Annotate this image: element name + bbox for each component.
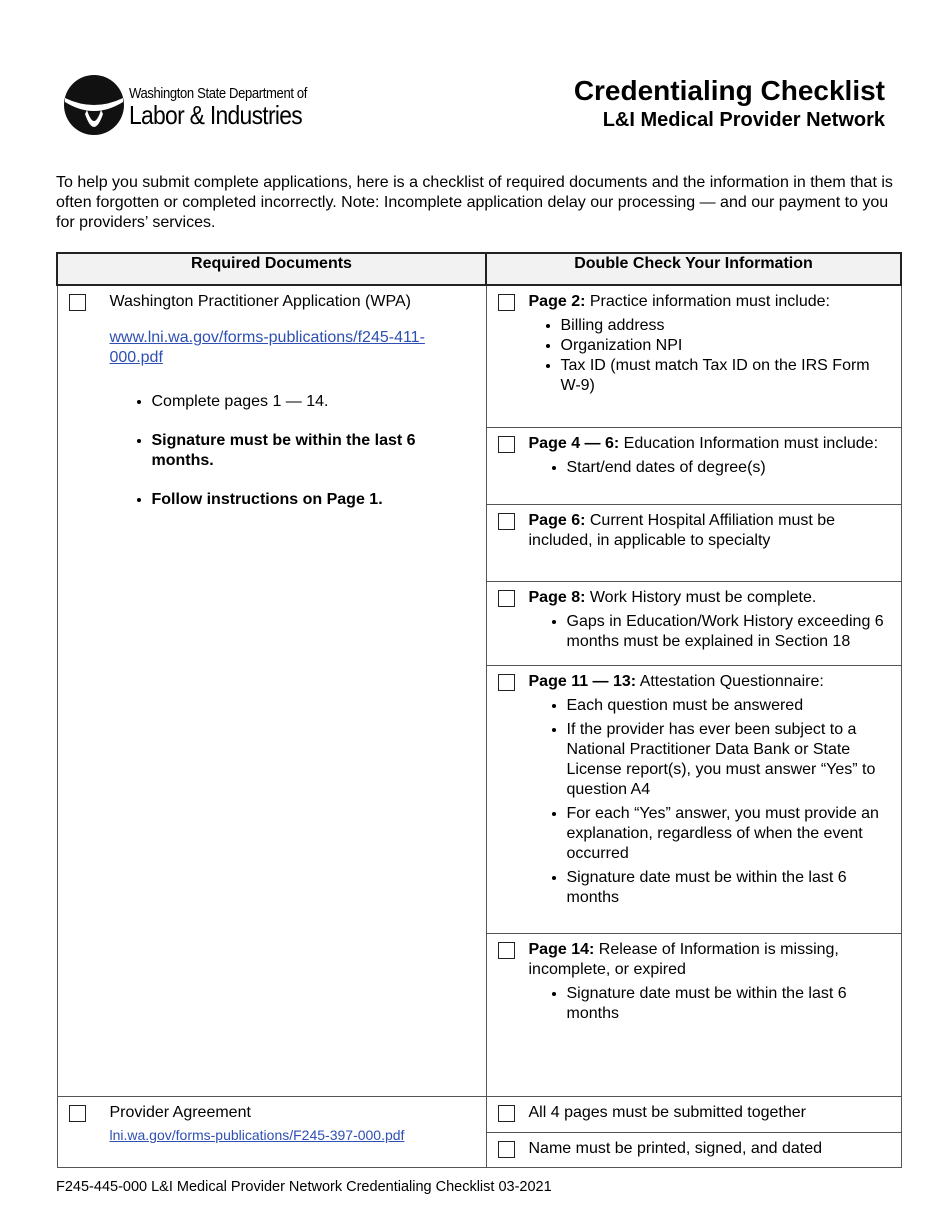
check-label: Page 4 — 6:: [528, 435, 620, 452]
check-bullet: • Signature date must be within the last 6 months: [567, 868, 891, 908]
agreement-check-1-checkbox[interactable]: [498, 1105, 515, 1122]
page-11-13-checkbox[interactable]: [498, 674, 515, 691]
check-text: Practice information must include:: [585, 293, 830, 310]
check-bullet: • Each question must be answered: [567, 696, 891, 716]
check-page-14: [486, 934, 901, 1097]
page-2-checkbox[interactable]: [498, 294, 515, 311]
logo-line-2: Labor & Industries: [129, 100, 303, 130]
agreement-check-2-text: Name must be printed, signed, and dated: [528, 1140, 823, 1157]
page-title: Credentialing Checklist: [573, 75, 885, 106]
check-text: Release of Information is missing, incomplete, or expired: [528, 941, 839, 978]
check-bullet: • Signature date must be within the last 6 months: [567, 984, 891, 1024]
wpa-checkbox[interactable]: [69, 294, 86, 311]
check-page-4-6: [486, 428, 901, 505]
provider-agreement-cell: [57, 1097, 486, 1168]
wpa-title: Washington Practitioner Application (WPA): [109, 293, 411, 310]
wpa-bullet: • Follow instructions on Page 1.: [152, 490, 476, 510]
check-bullet: • If the provider has ever been subject to a National Practitioner Data Bank or State License report(s), you must answer “Yes” to question A4: [567, 720, 891, 800]
check-bullet: • For each “Yes” answer, you must provide an explanation, regardless of when the event occurred: [567, 804, 891, 864]
check-label: Page 14:: [528, 941, 595, 958]
provider-agreement-title: Provider Agreement: [109, 1104, 251, 1121]
header-double-check: Double Check Your Information: [486, 253, 901, 285]
lni-logo: [63, 74, 343, 138]
lni-logo-icon: [63, 74, 125, 136]
checklist-table: [56, 252, 902, 1168]
footer-form-number: F245-445-000 L&I Medical Provider Network Credentialing Checklist 03-2021: [56, 1179, 552, 1195]
agreement-check-2: [486, 1133, 901, 1168]
check-bullet: • Organization NPI: [561, 336, 891, 356]
intro-paragraph: To help you submit complete applications, here is a checklist of required documents and the information in them that is often forgotten or completed incorrectly. Note: Incomplete application delay our processing — and our payment to you for providers’ services.: [56, 174, 893, 231]
page-6-checkbox[interactable]: [498, 513, 515, 530]
check-bullet: • Gaps in Education/Work History exceeding 6 months must be explained in Section 18: [567, 612, 891, 652]
check-text: Work History must be complete.: [585, 589, 817, 606]
agreement-check-1: [486, 1097, 901, 1133]
wpa-cell: [57, 285, 486, 1097]
check-page-11-13: [486, 666, 901, 934]
check-text: Attestation Questionnaire:: [636, 673, 824, 690]
check-bullet: • Start/end dates of degree(s): [567, 458, 891, 478]
wpa-bullet: • Signature must be within the last 6 months.: [152, 431, 476, 471]
check-bullet: • Billing address: [561, 316, 891, 336]
provider-agreement-link[interactable]: lni.wa.gov/forms-publications/F245-397-000.pdf: [109, 1127, 405, 1143]
provider-agreement-checkbox[interactable]: [69, 1105, 86, 1122]
page-4-6-checkbox[interactable]: [498, 436, 515, 453]
title-block: [574, 74, 885, 132]
check-text: Current Hospital Affiliation must be included, in applicable to specialty: [528, 512, 836, 549]
check-page-2: [486, 285, 901, 428]
check-label: Page 2:: [528, 293, 586, 310]
wpa-link[interactable]: www.lni.wa.gov/forms-publications/f245-411-000.pdf: [109, 329, 425, 366]
check-label: Page 11 — 13:: [528, 673, 637, 690]
page-14-checkbox[interactable]: [498, 942, 515, 959]
agreement-check-2-checkbox[interactable]: [498, 1141, 515, 1158]
wpa-bullet: • Complete pages 1 — 14.: [152, 392, 476, 412]
page-subtitle: L&I Medical Provider Network: [602, 109, 885, 131]
check-label: Page 6:: [528, 512, 586, 529]
header-required-documents: Required Documents: [57, 253, 486, 285]
check-label: Page 8:: [528, 589, 586, 606]
check-text: Education Information must include:: [619, 435, 879, 452]
logo-line-1: Washington State Department of: [129, 86, 308, 102]
page-8-checkbox[interactable]: [498, 590, 515, 607]
check-page-8: [486, 582, 901, 666]
check-bullet: • Tax ID (must match Tax ID on the IRS Form W-9): [561, 356, 891, 396]
check-page-6: [486, 505, 901, 582]
agreement-check-1-text: All 4 pages must be submitted together: [528, 1104, 806, 1121]
